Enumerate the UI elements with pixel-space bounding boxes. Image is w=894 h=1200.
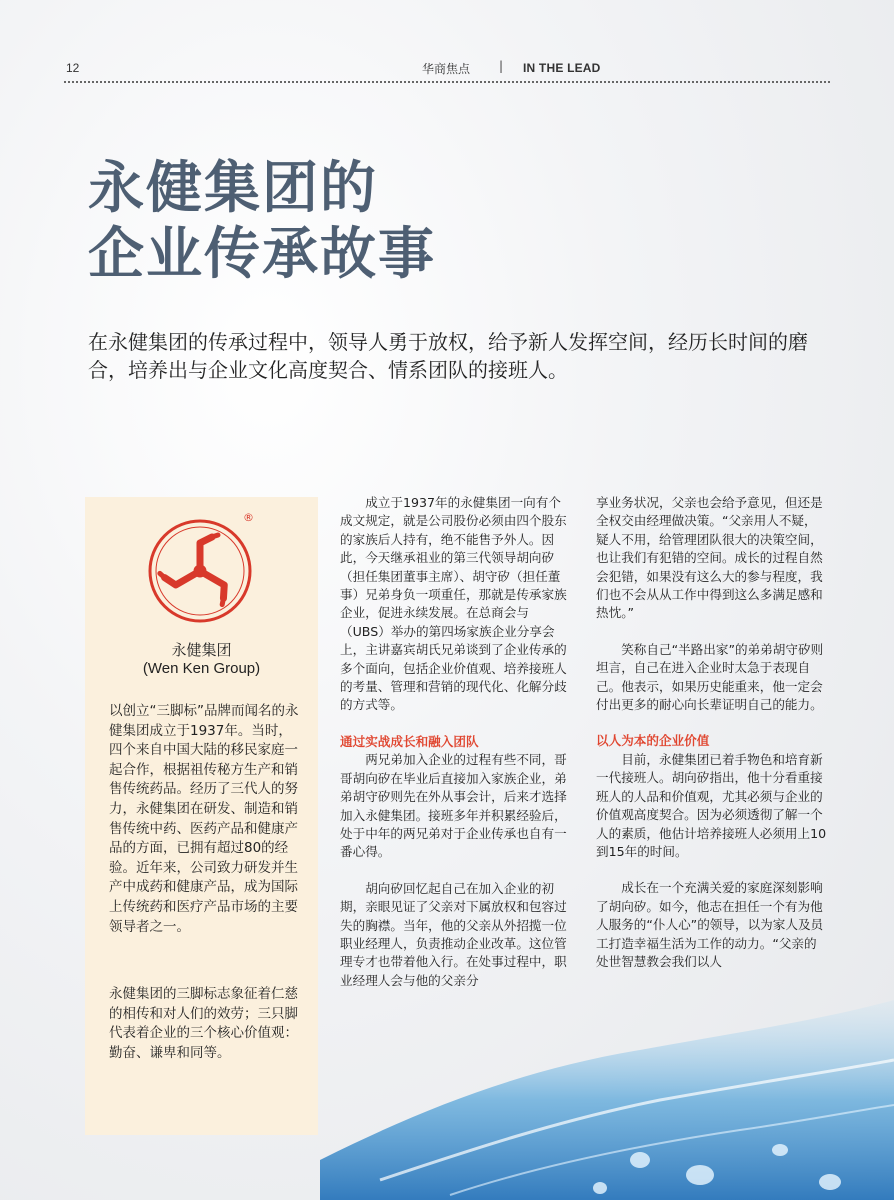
sidebar-paragraph: 永健集团的三脚标志象征着仁慈的相传和对人们的效劳；三只脚代表着企业的三个核心价值观：勤奋、谦卑和同等。	[109, 986, 298, 1061]
section-name: 华商焦点	[422, 62, 471, 76]
body-paragraph: 享业务状况，父亲也会给予意见，但还是全权交由经理做决策。“父亲用人不疑，疑人不用，给管理团队很大的决策空间，也让我们有犯错的空间。成长的过程自然会犯错，如果没有这么大的参与程度，我们也不会从从工作中得到这么多满足感和热忱。”	[596, 495, 823, 621]
body-paragraph: 成长在一个充满关爱的家庭深刻影响了胡向矽。如今，他志在担任一个有为他人服务的“仆人心”的领导，以为家人及员工打造幸福生活为工作的动力。“父亲的处世智慧教会我们以人	[596, 880, 824, 969]
article-column-1	[340, 494, 572, 990]
header-separator: |	[499, 59, 504, 73]
section-name-en: IN THE LEAD	[523, 61, 601, 75]
body-paragraph: 胡向矽回忆起自己在加入企业的初期，亲眼见证了父亲对下属放权和包容过失的胸襟。当年，他的父亲从外招揽一位职业经理人，负责推动企业改革。这位管理专才也带着他入行。在处事过程中，职业经理人会与他的父亲分	[340, 880, 567, 988]
page-number: 12	[66, 61, 80, 75]
subheading: 以人为本的企业价值	[596, 733, 710, 749]
body-paragraph: 笑称自己“半路出家”的弟弟胡守矽则坦言，自己在进入企业时太急于表现自己。他表示，如果历史能重来，他一定会付出更多的耐心向长辈证明自己的能力。	[596, 641, 824, 713]
body-paragraph: 目前，永健集团已着手物色和培育新一代接班人。胡向矽指出，他十分看重接班人的人品和价值观，尤其必须与企业的价值观高度契合。因为必须透彻了解一个人的素质，他估计培养接班人必须用上10到15年的时间。	[596, 751, 827, 859]
three-legs-logo-icon	[146, 517, 254, 625]
article-title	[88, 156, 436, 288]
subheading: 通过实战成长和融入团队	[340, 733, 479, 749]
sidebar-paragraph: 以创立“三脚标”品牌而闻名的永健集团成立于1937年。当时，四个来自中国大陆的移民家庭一起合作，根据祖传秘方生产和销售传统药品。经历了三代人的努力，永健集团在研发、制造和销售传统中药、医药产品和健康产品的方面，已拥有超过80的经验。近年来，公司致力研发并生产中成药和健康产品，成为国际上传统药和医疗产品市场的主要领导者之一。	[109, 703, 299, 935]
water-splash-icon	[0, 960, 894, 1200]
article-column-2	[596, 494, 828, 971]
header-dotted-rule	[64, 81, 830, 83]
title-line-2: 企业传承故事	[88, 222, 436, 287]
brand-name-en: (Wen Ken Group)	[142, 660, 261, 677]
article-lede: 在永健集团的传承过程中，领导人勇于放权，给予新人发挥空间，经历长时间的磨合，培养出与企业文化高度契合、情系团队的接班人。	[88, 330, 808, 382]
page-header	[64, 58, 830, 80]
brand-name-cn: 永健集团	[171, 641, 232, 659]
title-line-1: 永健集团的	[88, 156, 378, 221]
body-paragraph: 成立于1937年的永健集团一向有个成文规定，就是公司股份必须由四个股东的家族后人持有，绝不能售予外人。因此，今天继承祖业的第三代领导胡向矽（担任集团董事主席）、胡守矽（担任董事）兄弟身负一项重任，那就是传承家族企业，促进永续发展。在总商会与（UBS）举办的第四场家族企业分享会上，主讲嘉宾胡氏兄弟谈到了企业传承的多个面向，包括企业价值观、培养接班人的考量、管理和营销的现代化、化解分歧的方式等。	[340, 495, 567, 713]
body-paragraph: 两兄弟加入企业的过程有些不同，哥哥胡向矽在毕业后直接加入家族企业，弟弟胡守矽则先在外从事会计，后来才选择加入永健集团。接班多年并积累经验后，处于中年的两兄弟对于企业传承也自有一番心得。	[340, 752, 567, 860]
registered-mark: ®	[243, 511, 254, 524]
